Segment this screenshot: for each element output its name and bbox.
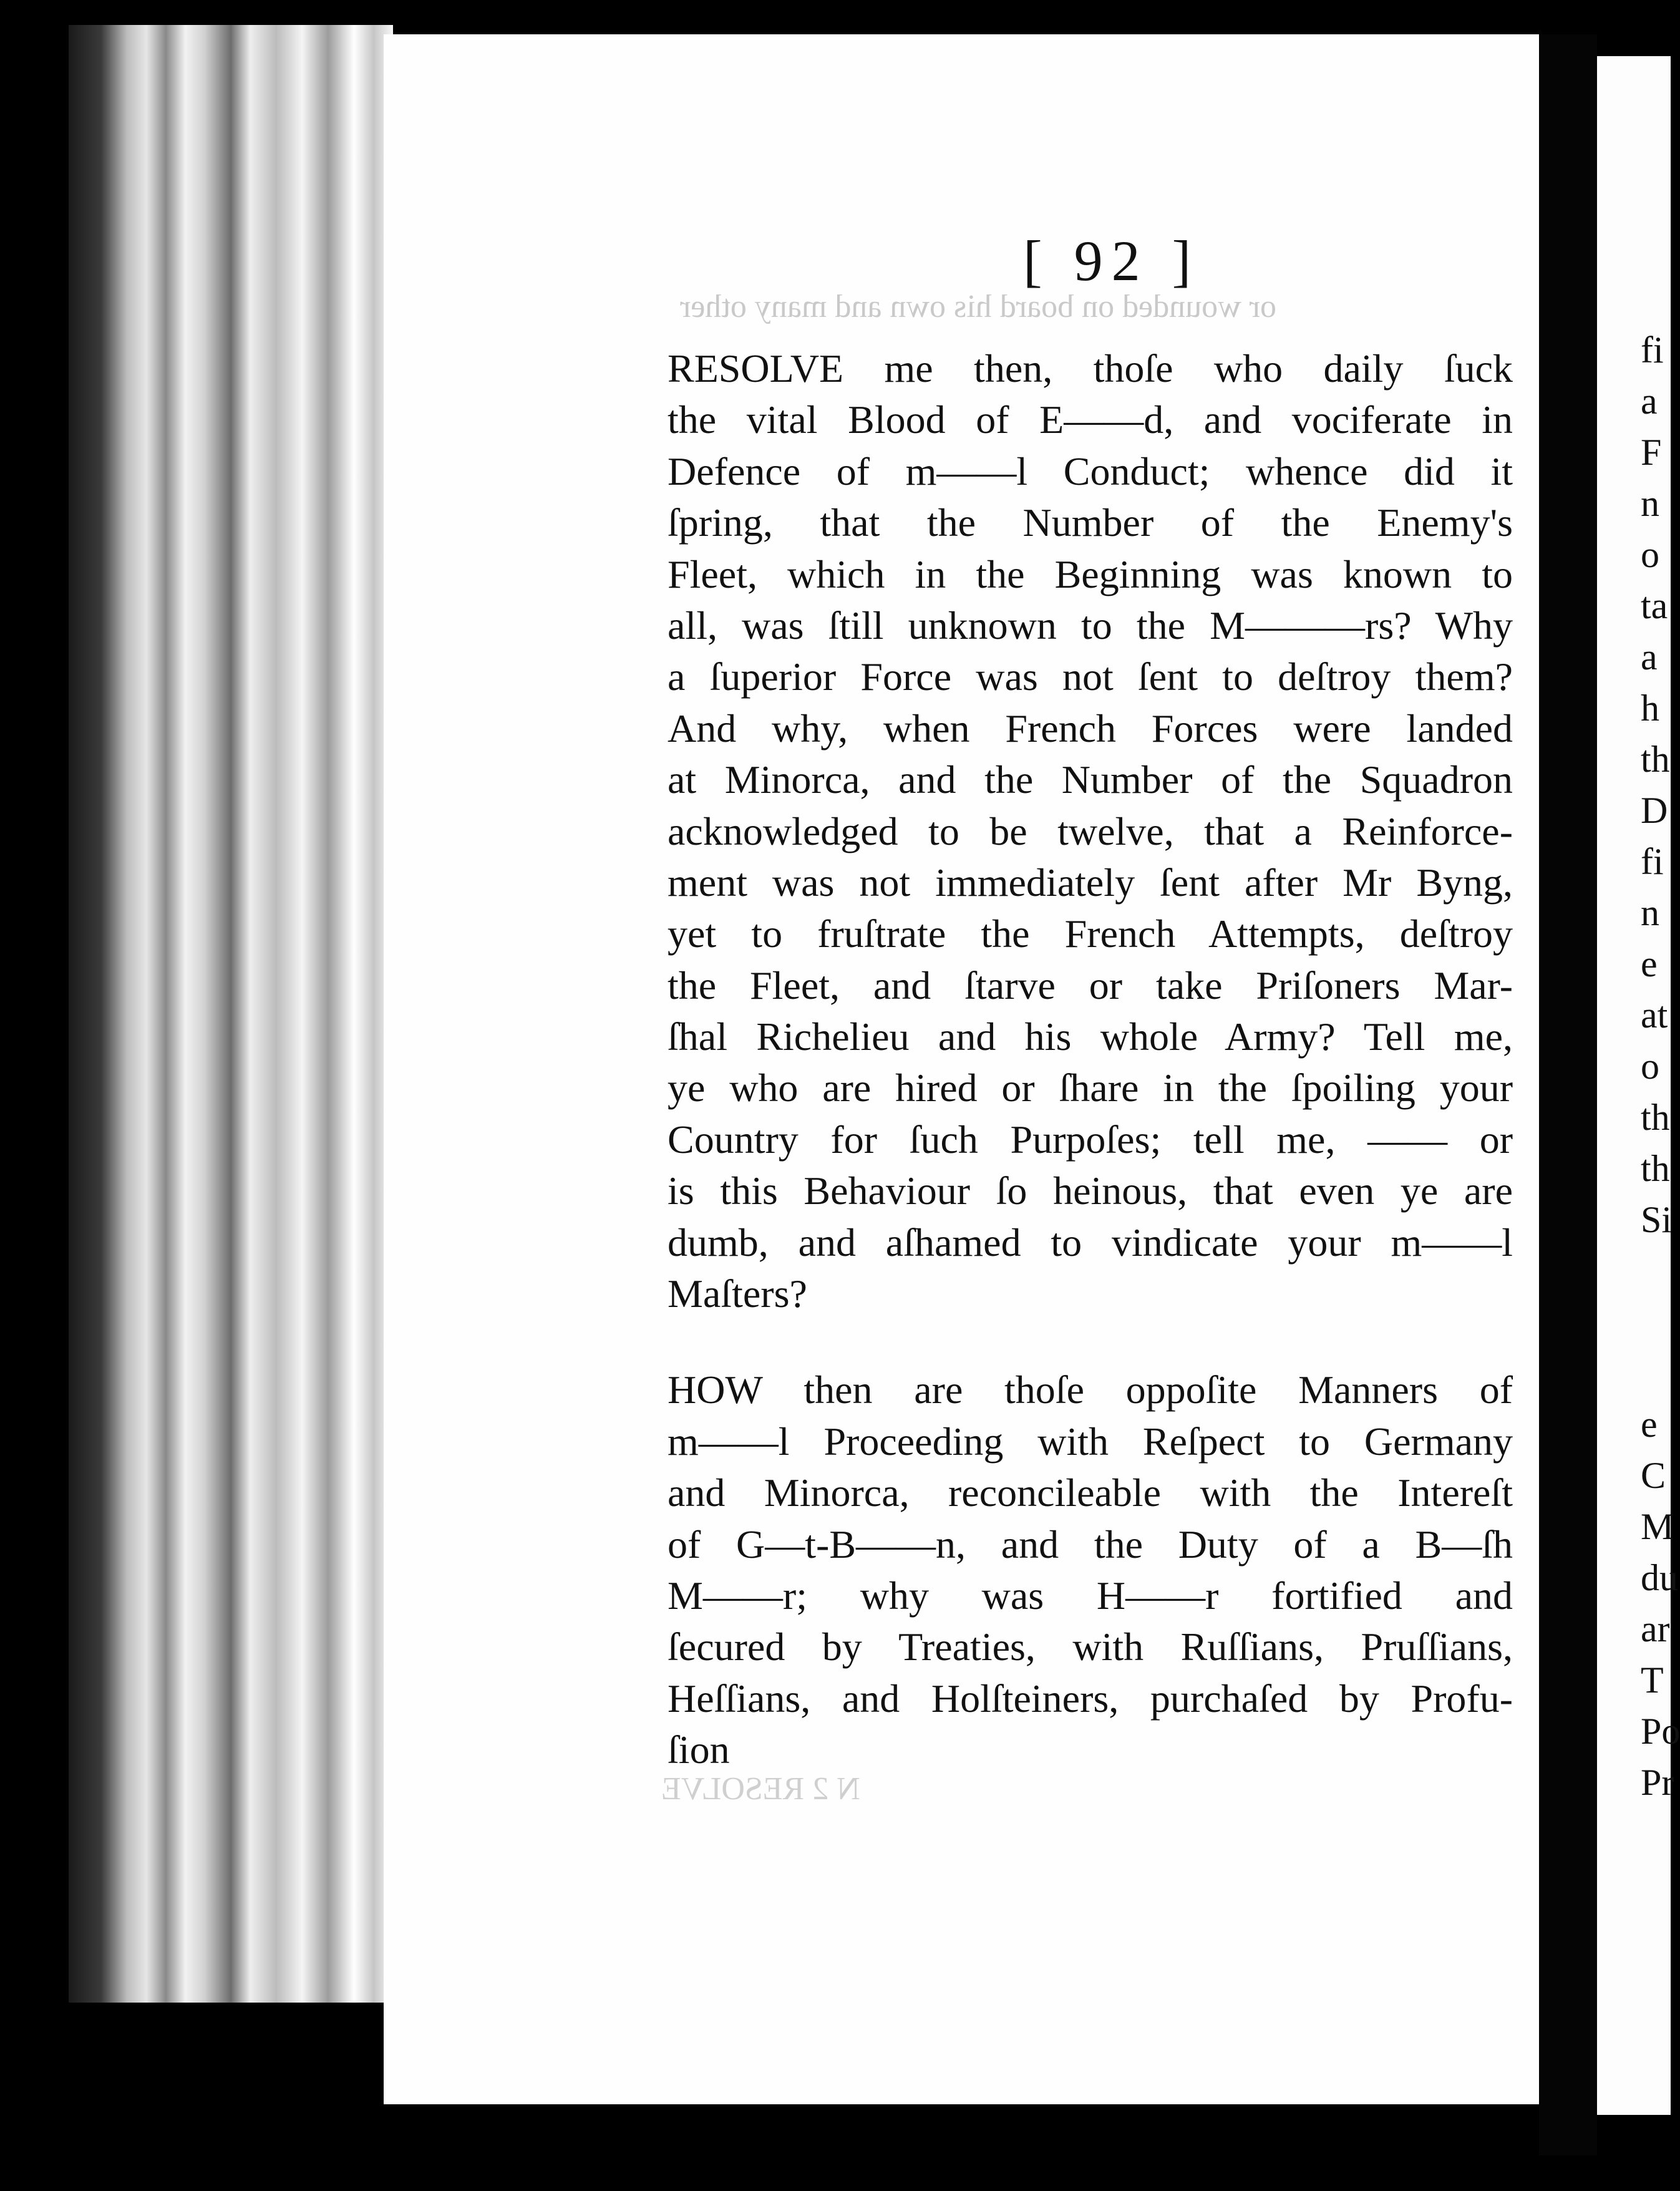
text-line: ye who are hired or ſhare in the ſpoiling your: [668, 1066, 1513, 1110]
text-line: yet to fruſtrate the French Attempts, deſtroy: [668, 911, 1513, 956]
text-line: of G—t-B——n, and the Duty of a B—ſh: [668, 1522, 1513, 1567]
page-number: [ 92 ]: [1023, 229, 1200, 293]
facing-page-fragment: Po: [1641, 1711, 1680, 1752]
facing-page-fragment: D: [1641, 790, 1668, 831]
facing-page-fragment: a: [1641, 636, 1658, 678]
facing-page-fragment: Pr: [1641, 1762, 1674, 1803]
text-line: is this Behaviour ſo heinous, that even ye are: [668, 1168, 1513, 1213]
text-line: RESOLVE me then, thoſe who daily ſuck: [668, 346, 1513, 391]
facing-page-fragment: [1641, 1245, 1671, 1296]
text-line: the vital Blood of E——d, and vociferate in: [668, 397, 1513, 442]
facing-page-fragment: [1641, 1348, 1671, 1399]
text-line: Defence of m——l Conduct; whence did it: [668, 449, 1513, 493]
facing-page-fragment: F: [1641, 432, 1662, 473]
facing-page-fragment: o: [1641, 1046, 1659, 1087]
facing-page-fragment: th: [1641, 739, 1670, 780]
facing-page-fragment: C: [1641, 1455, 1666, 1496]
text-line: ſecured by Treaties, with Ruſſians, Pruſſians,: [668, 1625, 1513, 1669]
facing-page-fragment: M: [1641, 1506, 1674, 1547]
paragraph-1: [668, 343, 1513, 1319]
text-line: ſpring, that the Number of the Enemy's: [668, 500, 1513, 545]
facing-page-fragment: o: [1641, 534, 1659, 575]
facing-page-fragment: ta: [1641, 585, 1668, 626]
book-page-edges: [69, 25, 393, 2003]
text-line: Heſſians, and Holſteiners, purchaſed by Profu-: [668, 1676, 1513, 1721]
facing-page-fragment: e: [1641, 943, 1658, 984]
facing-page-fragment: n: [1641, 483, 1659, 524]
text-line: ment was not immediately ſent after Mr Byng,: [668, 860, 1513, 905]
facing-page-fragment: fi: [1641, 329, 1664, 371]
facing-page-text: [1641, 324, 1680, 1808]
show-through-text-top: or wounded on board his own and many other: [680, 289, 1277, 324]
facing-page-fragment: th: [1641, 1097, 1670, 1138]
facing-page-fragment: h: [1641, 687, 1659, 729]
facing-page-fragment: n: [1641, 892, 1659, 933]
text-line: ſion: [668, 1727, 730, 1772]
facing-page-fragment: fi: [1641, 841, 1664, 882]
body-text: [668, 343, 1513, 1776]
text-line: at Minorca, and the Number of the Squadron: [668, 757, 1513, 802]
text-line: m——l Proceeding with Reſpect to Germany: [668, 1419, 1513, 1464]
text-line: Maſters?: [668, 1271, 807, 1316]
text-line: Country for ſuch Purpoſes; tell me, —— or: [668, 1117, 1513, 1162]
facing-page-fragment: Si: [1641, 1199, 1673, 1240]
facing-page-fragment: T: [1641, 1659, 1664, 1701]
facing-page-fragment: ar: [1641, 1608, 1670, 1649]
facing-page-fragment: th: [1641, 1148, 1670, 1189]
text-line: and Minorca, reconcileable with the Intereſt: [668, 1470, 1513, 1515]
text-line: dumb, and aſhamed to vindicate your m——l: [668, 1220, 1513, 1265]
text-line: Fleet, which in the Beginning was known to: [668, 551, 1513, 596]
text-line: the Fleet, and ſtarve or take Priſoners Mar-: [668, 963, 1513, 1008]
text-line: all, was ſtill unknown to the M———rs? Why: [668, 603, 1513, 648]
text-line: And why, when French Forces were landed: [668, 706, 1513, 751]
facing-page-fragment: du: [1641, 1557, 1678, 1598]
paragraph-2: [668, 1364, 1513, 1776]
show-through-text-bottom: N 2 RESOLVE: [661, 1771, 860, 1807]
facing-page-fragment: a: [1641, 381, 1658, 422]
text-line: ſhal Richelieu and his whole Army? Tell me,: [668, 1014, 1513, 1059]
text-line: acknowledged to be twelve, that a Reinforce-: [668, 809, 1513, 853]
facing-page-fragment: [1641, 1296, 1671, 1348]
text-line: a ſuperior Force was not ſent to deſtroy them?: [668, 654, 1513, 699]
text-line: M——r; why was H——r fortified and: [668, 1573, 1513, 1618]
facing-page-fragment: e: [1641, 1404, 1658, 1445]
facing-page-fragment: at: [1641, 994, 1668, 1036]
page-gutter: [1539, 34, 1597, 2155]
text-line: HOW then are thoſe oppoſite Manners of: [668, 1368, 1513, 1412]
